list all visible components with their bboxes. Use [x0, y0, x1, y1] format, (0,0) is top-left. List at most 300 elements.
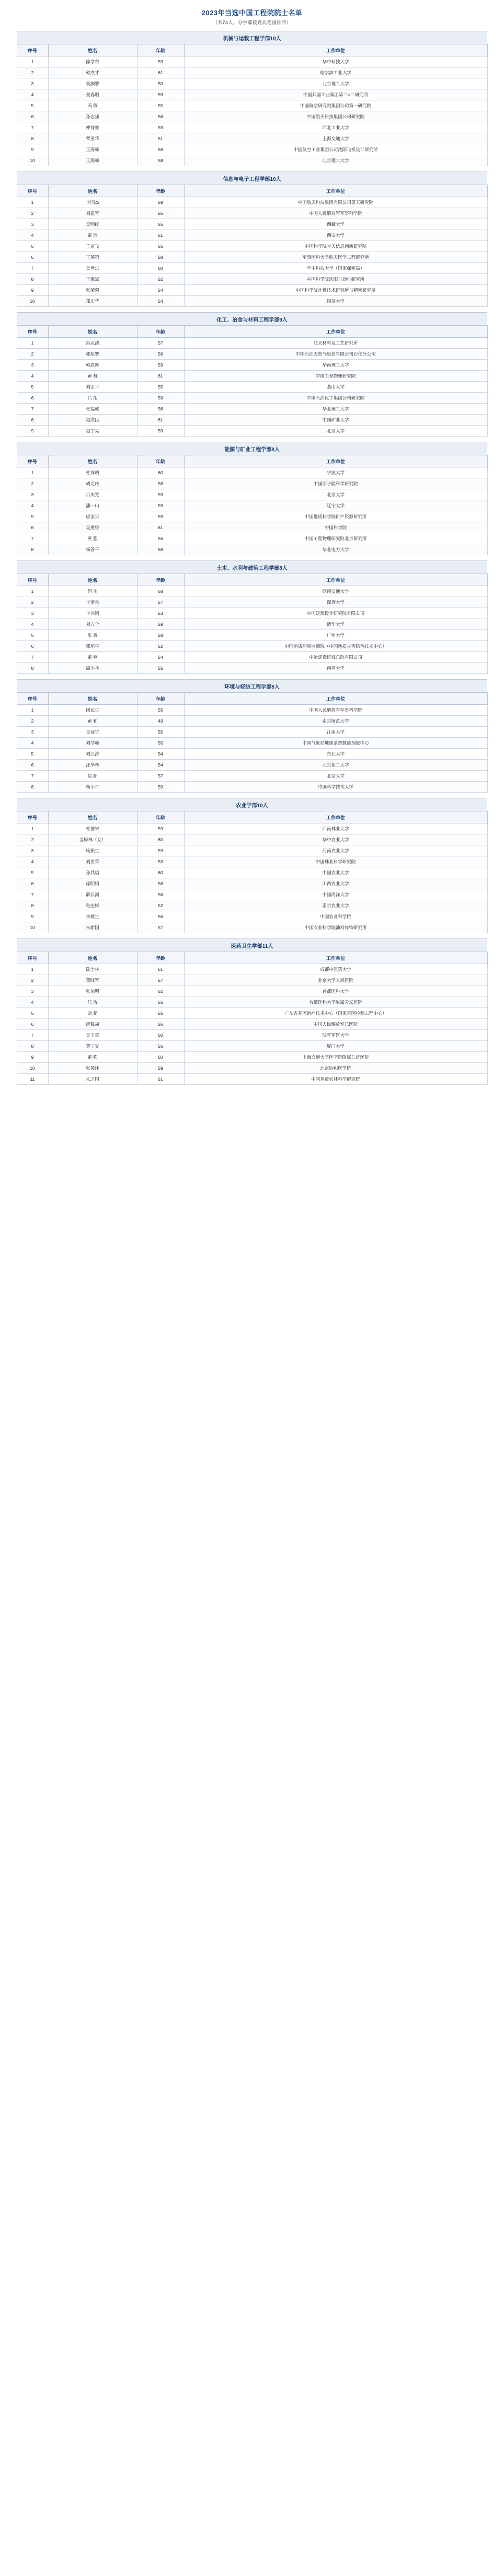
- column-header: 姓名: [48, 44, 137, 56]
- table-row: [17, 144, 487, 155]
- table-row: [17, 56, 487, 67]
- row-index: 9: [17, 426, 48, 437]
- member-organization: 成都中医药大学: [184, 964, 487, 975]
- row-index: 2: [17, 478, 48, 489]
- member-organization: 中国科学院沈阳自动化研究所: [184, 274, 487, 285]
- member-table: [17, 574, 488, 674]
- member-name: 吴玉章: [48, 1030, 137, 1041]
- member-organization: 东北大学: [184, 749, 487, 760]
- table-row: [17, 749, 487, 760]
- table-row: [17, 900, 487, 911]
- member-name: 薛长湖: [48, 889, 137, 900]
- member-organization: 中国热带农林科学研究院: [184, 1074, 487, 1085]
- row-index: 4: [17, 619, 48, 630]
- member-name: 赵宇亮: [48, 426, 137, 437]
- member-organization: 中国原子能科学研究院: [184, 478, 487, 489]
- table-row: [17, 630, 487, 641]
- table-row: [17, 986, 487, 997]
- row-index: 2: [17, 597, 48, 608]
- member-name: 赵洪民: [48, 415, 137, 426]
- table-row: [17, 252, 487, 263]
- row-index: 6: [17, 393, 48, 404]
- member-organization: 中国科学技术大学: [184, 782, 487, 793]
- column-header: 姓名: [48, 693, 137, 705]
- member-age: 60: [137, 867, 184, 878]
- table-header-row: [17, 326, 487, 338]
- table-row: [17, 296, 487, 307]
- member-name: 董晓军: [48, 975, 137, 986]
- row-index: 11: [17, 1074, 48, 1085]
- member-organization: 中治建设研究总院有限公司: [184, 652, 487, 663]
- member-name: 郭旭平: [48, 641, 137, 652]
- table-row: [17, 263, 487, 274]
- member-age: 60: [137, 1052, 184, 1063]
- member-name: 唐佩福: [48, 1019, 137, 1030]
- table-row: [17, 241, 487, 252]
- member-name: 李敏生: [48, 911, 137, 922]
- member-age: 55: [137, 100, 184, 111]
- member-name: 张福成: [48, 404, 137, 415]
- member-organization: 中国航空研究院集团公司第一研究院: [184, 100, 487, 111]
- column-header: 年龄: [137, 185, 184, 197]
- member-age: 56: [137, 111, 184, 122]
- row-index: 6: [17, 522, 48, 533]
- row-index: 4: [17, 738, 48, 749]
- table-row: [17, 845, 487, 856]
- section-header: 土木、水利与建筑工程学部8人: [17, 560, 487, 574]
- row-index: 8: [17, 415, 48, 426]
- section-header: 信息与电子工程学部10人: [17, 171, 487, 185]
- column-header: 序号: [17, 185, 48, 197]
- member-age: 56: [137, 1041, 184, 1052]
- table-row: [17, 1063, 487, 1074]
- section: [0, 171, 504, 307]
- member-organization: 中国林业科学研究院: [184, 856, 487, 867]
- member-organization: 陆军军医大学: [184, 1030, 487, 1041]
- table-row: [17, 533, 487, 544]
- member-organization: 中国农业大学: [184, 867, 487, 878]
- member-organization: 西南林业大学: [184, 823, 487, 834]
- member-age: 61: [137, 964, 184, 975]
- table-row: [17, 608, 487, 619]
- column-header: 序号: [17, 811, 48, 823]
- member-name: 张宏彬: [48, 900, 137, 911]
- member-organization: 同济大学: [184, 296, 487, 307]
- member-organization: 中国工程物理研究院北京研究所: [184, 533, 487, 544]
- table-row: [17, 619, 487, 630]
- member-age: 55: [137, 382, 184, 393]
- member-age: 60: [137, 263, 184, 274]
- member-name: 陈士林: [48, 964, 137, 975]
- member-organization: 西北工业大学: [184, 122, 487, 133]
- column-header: 姓名: [48, 185, 137, 197]
- member-age: 58: [137, 630, 184, 641]
- member-age: 58: [137, 478, 184, 489]
- table-row: [17, 489, 487, 500]
- member-age: 61: [137, 371, 184, 382]
- member-organization: 北京大学: [184, 771, 487, 782]
- table-row: [17, 771, 487, 782]
- table-row: [17, 544, 487, 555]
- member-age: 59: [137, 426, 184, 437]
- member-organization: 西南交通大学: [184, 586, 487, 597]
- member-age: 51: [137, 133, 184, 144]
- column-header: 姓名: [48, 455, 137, 467]
- member-organization: 中国海洋大学: [184, 889, 487, 900]
- table-header-row: [17, 44, 487, 56]
- row-index: 4: [17, 89, 48, 100]
- table-row: [17, 1030, 487, 1041]
- row-index: 2: [17, 208, 48, 219]
- member-age: 54: [137, 760, 184, 771]
- member-name: 黄 舞: [48, 371, 137, 382]
- table-row: [17, 393, 487, 404]
- row-index: 3: [17, 727, 48, 738]
- member-name: 董 燕: [48, 652, 137, 663]
- member-organization: 哈尔滨工业大学: [184, 67, 487, 78]
- member-name: 董 强: [48, 1052, 137, 1063]
- row-index: 1: [17, 56, 48, 67]
- row-index: 6: [17, 111, 48, 122]
- row-index: 7: [17, 122, 48, 133]
- member-organization: 北京协和医学院: [184, 1063, 487, 1074]
- member-name: 韩杰才: [48, 67, 137, 78]
- member-table: [17, 455, 488, 555]
- member-name: 姜澜署: [48, 78, 137, 89]
- member-age: 56: [137, 533, 184, 544]
- row-index: 7: [17, 1030, 48, 1041]
- table-header-row: [17, 455, 487, 467]
- member-age: 55: [137, 705, 184, 716]
- member-name: 李国杰: [48, 197, 137, 208]
- column-header: 工作单位: [184, 44, 487, 56]
- member-organization: 中国矿业大学: [184, 415, 487, 426]
- member-age: 60: [137, 834, 184, 845]
- member-name: 陈学东: [48, 56, 137, 67]
- table-row: [17, 878, 487, 889]
- table-row: [17, 500, 487, 511]
- section: [0, 679, 504, 793]
- page-subtitle: （共74人，分学部按姓氏笔画排序）: [212, 20, 292, 25]
- member-organization: 宁波大学: [184, 467, 487, 478]
- member-name: 芮 筱: [48, 100, 137, 111]
- member-name: 何 川: [48, 586, 137, 597]
- member-organization: 江南大学: [184, 727, 487, 738]
- section: [0, 560, 504, 674]
- table-row: [17, 371, 487, 382]
- member-age: 59: [137, 56, 184, 67]
- member-age: 59: [137, 782, 184, 793]
- table-row: [17, 597, 487, 608]
- column-header: 年龄: [137, 326, 184, 338]
- row-index: 2: [17, 834, 48, 845]
- table-row: [17, 522, 487, 533]
- member-age: 59: [137, 197, 184, 208]
- row-index: 6: [17, 252, 48, 263]
- member-organization: 航天材料及工艺研究所: [184, 338, 487, 349]
- row-index: 3: [17, 360, 48, 371]
- table-header-row: [17, 811, 487, 823]
- member-organization: 中国科学院: [184, 522, 487, 533]
- table-row: [17, 274, 487, 285]
- table-row: [17, 867, 487, 878]
- table-row: [17, 911, 487, 922]
- member-age: 57: [137, 771, 184, 782]
- column-header: 工作单位: [184, 185, 487, 197]
- member-name: 仲锋惟: [48, 122, 137, 133]
- member-age: 56: [137, 349, 184, 360]
- member-age: 55: [137, 208, 184, 219]
- member-organization: 华中科技大学（国家保密局）: [184, 263, 487, 274]
- row-index: 8: [17, 1041, 48, 1052]
- table-row: [17, 889, 487, 900]
- member-age: 61: [137, 67, 184, 78]
- row-index: 9: [17, 144, 48, 155]
- table-row: [17, 111, 487, 122]
- member-table: [17, 325, 488, 437]
- table-row: [17, 760, 487, 771]
- table-row: [17, 823, 487, 834]
- member-organization: 中国兵器工业集团第二○二研究所: [184, 89, 487, 100]
- section-header: 机械与运载工程学部10人: [17, 31, 487, 44]
- member-organization: 中国农业科学院油料作物研究所: [184, 922, 487, 933]
- member-age: 60: [137, 1030, 184, 1041]
- member-name: 杨善平: [48, 544, 137, 555]
- row-index: 4: [17, 856, 48, 867]
- row-index: 3: [17, 489, 48, 500]
- member-name: 吴明红: [48, 219, 137, 230]
- column-header: 工作单位: [184, 952, 487, 964]
- column-header: 年龄: [137, 44, 184, 56]
- member-organization: 中国航空工业集团公司沈阳飞机设计研究所: [184, 144, 487, 155]
- member-organization: 华北理工大学: [184, 404, 487, 415]
- member-name: 周小兵: [48, 663, 137, 674]
- table-row: [17, 1041, 487, 1052]
- member-age: 55: [137, 997, 184, 1008]
- member-organization: 中国石油天然气股份有限公司石化分公司: [184, 349, 487, 360]
- member-table: [17, 811, 488, 933]
- member-name: 刘 超: [48, 1008, 137, 1019]
- table-row: [17, 89, 487, 100]
- member-name: 张伯明: [48, 986, 137, 997]
- table-row: [17, 663, 487, 674]
- row-index: 8: [17, 274, 48, 285]
- member-name: 团民生: [48, 705, 137, 716]
- member-name: 杨小牛: [48, 782, 137, 793]
- member-organization: 北京化工大学: [184, 760, 487, 771]
- member-organization: 中国地质环境监测院（中国地质灾害防治技术中心）: [184, 641, 487, 652]
- member-name: 王京飞: [48, 241, 137, 252]
- table-row: [17, 782, 487, 793]
- member-organization: 山西农业大学: [184, 878, 487, 889]
- column-header: 年龄: [137, 952, 184, 964]
- row-index: 8: [17, 544, 48, 555]
- member-age: 54: [137, 652, 184, 663]
- row-index: 8: [17, 133, 48, 144]
- row-index: 2: [17, 349, 48, 360]
- member-table: [17, 185, 488, 307]
- member-age: 51: [137, 1074, 184, 1085]
- row-index: 1: [17, 197, 48, 208]
- member-organization: 北京大学人民医院: [184, 975, 487, 986]
- section-header: 环境与轻纺工程学部8人: [17, 679, 487, 692]
- member-age: 59: [137, 393, 184, 404]
- table-header-row: [17, 952, 487, 964]
- table-row: [17, 705, 487, 716]
- member-age: 61: [137, 522, 184, 533]
- column-header: 序号: [17, 326, 48, 338]
- member-name: 江 涛: [48, 997, 137, 1008]
- row-index: 3: [17, 608, 48, 619]
- table-row: [17, 1008, 487, 1019]
- member-age: 54: [137, 296, 184, 307]
- table-row: [17, 641, 487, 652]
- member-name: 杜祥琬: [48, 467, 137, 478]
- member-organization: 南京师范大学: [184, 716, 487, 727]
- table-row: [17, 856, 487, 867]
- table-row: [17, 219, 487, 230]
- row-index: 7: [17, 263, 48, 274]
- row-index: 1: [17, 705, 48, 716]
- row-index: 5: [17, 100, 48, 111]
- member-name: 覃亚华: [48, 133, 137, 144]
- row-index: 7: [17, 889, 48, 900]
- row-index: 7: [17, 404, 48, 415]
- member-organization: 清华大学: [184, 619, 487, 630]
- member-organization: 中国建筑设计研究院有限公司: [184, 608, 487, 619]
- member-age: 59: [137, 360, 184, 371]
- member-name: 徐明则: [48, 878, 137, 889]
- table-header-row: [17, 693, 487, 705]
- member-name: 冯克清: [48, 338, 137, 349]
- member-age: 55: [137, 241, 184, 252]
- table-row: [17, 426, 487, 437]
- row-index: 4: [17, 500, 48, 511]
- row-index: 4: [17, 230, 48, 241]
- member-age: 55: [137, 663, 184, 674]
- table-row: [17, 100, 487, 111]
- member-age: 52: [137, 986, 184, 997]
- row-index: 9: [17, 1052, 48, 1063]
- member-age: 59: [137, 511, 184, 522]
- member-name: 汪华林: [48, 760, 137, 771]
- member-organization: 中国农业科学院: [184, 911, 487, 922]
- member-organization: 南京农业大学: [184, 900, 487, 911]
- row-index: 6: [17, 1019, 48, 1030]
- member-name: 张英泽: [48, 1063, 137, 1074]
- member-age: 58: [137, 586, 184, 597]
- column-header: 工作单位: [184, 574, 487, 586]
- row-index: 9: [17, 911, 48, 922]
- row-index: 10: [17, 922, 48, 933]
- section: [0, 442, 504, 555]
- member-name: 孙志强: [48, 111, 137, 122]
- table-row: [17, 738, 487, 749]
- row-index: 8: [17, 900, 48, 911]
- column-header: 序号: [17, 455, 48, 467]
- member-name: 于海斌: [48, 274, 137, 285]
- row-index: 6: [17, 878, 48, 889]
- table-row: [17, 997, 487, 1008]
- member-table: [17, 692, 488, 793]
- row-index: 7: [17, 771, 48, 782]
- table-row: [17, 382, 487, 393]
- column-header: 姓名: [48, 326, 137, 338]
- column-header: 年龄: [137, 811, 184, 823]
- member-name: 姜春明: [48, 89, 137, 100]
- member-name: 郭旭署: [48, 349, 137, 360]
- row-index: 8: [17, 663, 48, 674]
- row-index: 3: [17, 986, 48, 997]
- table-row: [17, 404, 487, 415]
- row-index: 1: [17, 964, 48, 975]
- member-age: 55: [137, 738, 184, 749]
- member-organization: 北京理工大学: [184, 155, 487, 166]
- row-index: 10: [17, 1063, 48, 1074]
- row-index: 10: [17, 155, 48, 166]
- member-organization: 中国科学院空天信息创新研究院: [184, 241, 487, 252]
- row-index: 1: [17, 586, 48, 597]
- row-index: 3: [17, 845, 48, 856]
- page-title: 2023年当选中国工程院院士名单: [201, 9, 303, 17]
- member-name: 孙其信: [48, 867, 137, 878]
- row-index: 1: [17, 338, 48, 349]
- member-age: 50: [137, 78, 184, 89]
- member-organization: 厦门大学: [184, 1041, 487, 1052]
- member-name: 康振生: [48, 845, 137, 856]
- row-index: 5: [17, 382, 48, 393]
- member-organization: 中国工程物理研究院: [184, 371, 487, 382]
- row-index: 5: [17, 241, 48, 252]
- member-name: 徐 阳: [48, 771, 137, 782]
- row-index: 5: [17, 749, 48, 760]
- table-row: [17, 349, 487, 360]
- member-name: 朱新国: [48, 922, 137, 933]
- member-age: 58: [137, 155, 184, 166]
- row-index: 9: [17, 285, 48, 296]
- column-header: 序号: [17, 574, 48, 586]
- section: [0, 938, 504, 1085]
- member-name: 胡克庆: [48, 478, 137, 489]
- member-age: 60: [137, 467, 184, 478]
- member-name: 王海峰: [48, 144, 137, 155]
- member-age: 49: [137, 716, 184, 727]
- column-header: 年龄: [137, 574, 184, 586]
- member-age: 58: [137, 544, 184, 555]
- table-row: [17, 285, 487, 296]
- section-header: 能源与矿业工程学部8人: [17, 442, 487, 455]
- table-row: [17, 133, 487, 144]
- row-index: 6: [17, 760, 48, 771]
- member-age: 54: [137, 749, 184, 760]
- member-age: 55: [137, 1008, 184, 1019]
- member-name: 郑庆华: [48, 296, 137, 307]
- member-name: 童 珍: [48, 230, 137, 241]
- member-age: 56: [137, 1019, 184, 1030]
- member-age: 59: [137, 489, 184, 500]
- member-age: 59: [137, 122, 184, 133]
- member-name: 韩恩厚: [48, 360, 137, 371]
- member-age: 59: [137, 500, 184, 511]
- member-organization: 华中农业大学: [184, 834, 487, 845]
- member-name: 吕庆宽: [48, 489, 137, 500]
- member-organization: 中国人民解放军总医院: [184, 1019, 487, 1030]
- row-index: 1: [17, 467, 48, 478]
- row-index: 8: [17, 782, 48, 793]
- row-index: 3: [17, 78, 48, 89]
- row-index: 5: [17, 511, 48, 522]
- table-row: [17, 1019, 487, 1030]
